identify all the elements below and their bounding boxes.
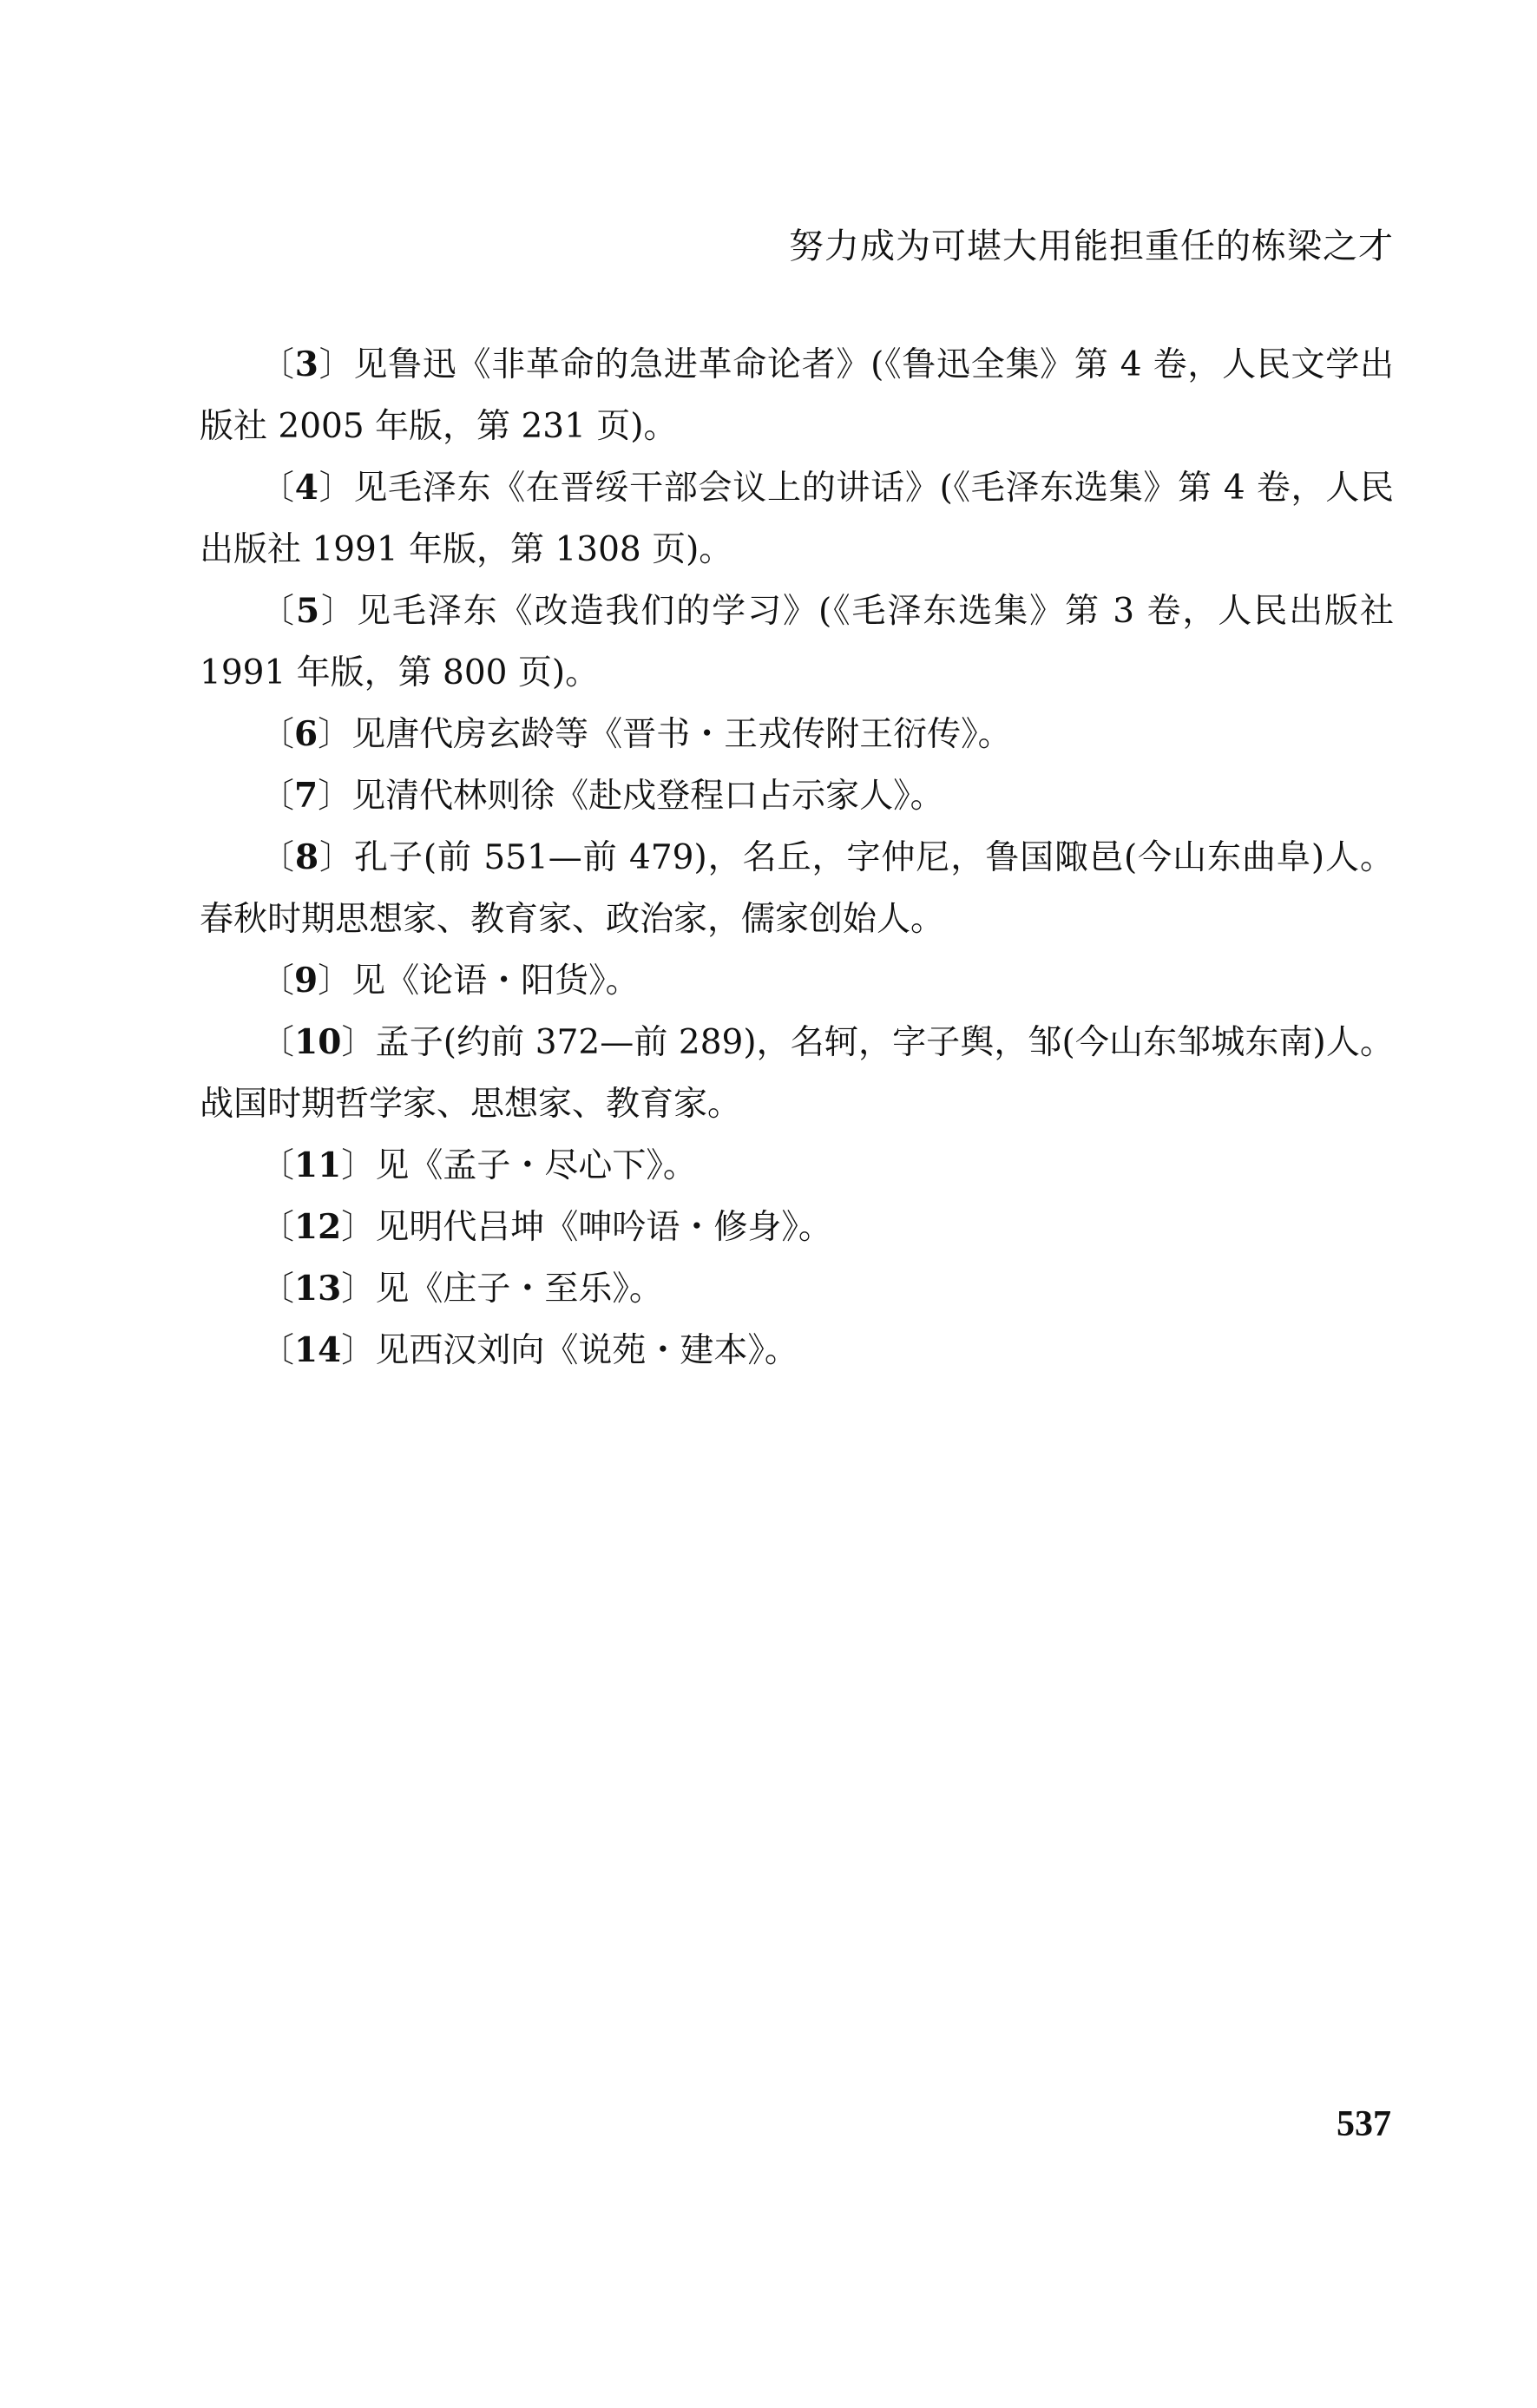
endnote: 〔4〕见毛泽东《在晋绥干部会议上的讲话》(《毛泽东选集》第 4 卷，人民出版社 1991 年版，第 1308 页)。 <box>200 468 1394 569</box>
endnote-number: 10 <box>294 1022 342 1062</box>
endnote-number: 13 <box>294 1269 342 1309</box>
running-head: 努力成为可堪大用能担重任的栋梁之才 <box>789 226 1394 266</box>
endnote-text: 见清代林则徐《赴戍登程口占示家人》。 <box>351 777 944 816</box>
endnote-text: 见《孟子・尽心下》。 <box>375 1146 697 1185</box>
endnote: 〔5〕见毛泽东《改造我们的学习》(《毛泽东选集》第 3 卷，人民出版社 1991 年版，第 800 页)。 <box>200 591 1394 692</box>
endnote: 〔8〕孔子(前 551—前 479)，名丘，字仲尼，鲁国陬邑(今山东曲阜)人。春秋时期思想家、教育家、政治家，儒家创始人。 <box>200 837 1394 939</box>
endnote-number: 3 <box>294 344 319 384</box>
endnote-number: 14 <box>294 1330 342 1370</box>
endnote-number: 4 <box>294 468 319 508</box>
endnote-number: 7 <box>294 776 319 816</box>
endnote: 〔3〕见鲁迅《非革命的急进革命论者》(《鲁迅全集》第 4 卷，人民文学出版社 2005 年版，第 231 页)。 <box>200 344 1394 446</box>
endnote-text: 见鲁迅《非革命的急进革命论者》(《鲁迅全集》第 4 卷，人民文学出版社 2005 年版，第 231 页)。 <box>200 345 1394 446</box>
endnote-number: 11 <box>294 1145 342 1185</box>
endnote: 〔6〕见唐代房玄龄等《晋书・王戎传附王衍传》。 <box>260 714 1012 754</box>
endnote-number: 6 <box>294 714 319 754</box>
endnote-number: 8 <box>294 837 319 877</box>
endnote-number: 9 <box>294 961 319 1001</box>
endnote: 〔11〕见《孟子・尽心下》。 <box>260 1145 697 1185</box>
endnote-text: 见毛泽东《改造我们的学习》(《毛泽东选集》第 3 卷，人民出版社 1991 年版，第 800 页)。 <box>200 592 1394 692</box>
endnote: 〔9〕见《论语・阳货》。 <box>260 961 640 1001</box>
endnote-text: 见唐代房玄龄等《晋书・王戎传附王衍传》。 <box>351 715 1012 754</box>
endnote: 〔10〕孟子(约前 372—前 289)，名轲，字子舆，邹(今山东邹城东南)人。战国时期哲学家、思想家、教育家。 <box>200 1022 1394 1124</box>
endnote-number: 5 <box>295 591 320 631</box>
endnote: 〔12〕见明代吕坤《呻吟语・修身》。 <box>260 1207 832 1247</box>
page-number: 537 <box>1337 2104 1391 2144</box>
endnote-text: 孟子(约前 372—前 289)，名轲，字子舆，邹(今山东邹城东南)人。战国时期哲学家、思想家、教育家。 <box>200 1023 1394 1124</box>
endnote: 〔7〕见清代林则徐《赴戍登程口占示家人》。 <box>260 776 944 816</box>
endnotes-list <box>200 334 1394 1381</box>
endnote-text: 见西汉刘向《说苑・建本》。 <box>375 1331 798 1370</box>
endnote-text: 见《论语・阳货》。 <box>351 961 640 1001</box>
endnote-number: 12 <box>294 1207 342 1247</box>
endnote: 〔13〕见《庄子・至乐》。 <box>260 1269 663 1309</box>
endnote-text: 见毛泽东《在晋绥干部会议上的讲话》(《毛泽东选集》第 4 卷，人民出版社 1991 年版，第 1308 页)。 <box>200 469 1394 569</box>
endnote-text: 孔子(前 551—前 479)，名丘，字仲尼，鲁国陬邑(今山东曲阜)人。春秋时期思想家、教育家、政治家，儒家创始人。 <box>200 838 1394 939</box>
endnote-text: 见《庄子・至乐》。 <box>375 1270 663 1309</box>
endnote: 〔14〕见西汉刘向《说苑・建本》。 <box>260 1330 798 1370</box>
endnote-text: 见明代吕坤《呻吟语・修身》。 <box>375 1208 832 1247</box>
